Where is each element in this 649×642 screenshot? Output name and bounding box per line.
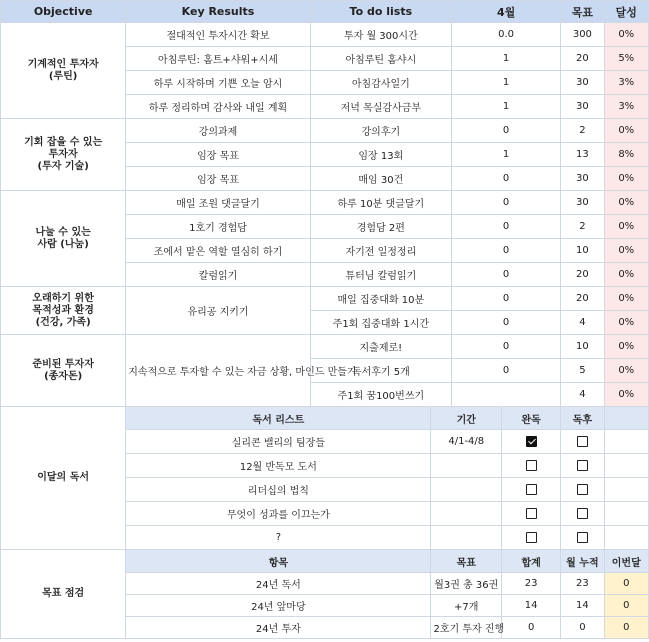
april-cell[interactable]: 0 [451, 359, 560, 383]
kr-cell[interactable]: 임장 목표 [126, 167, 310, 191]
review-goal[interactable]: 2호기 투자 진행 [431, 617, 502, 639]
todo-cell[interactable]: 임장 13회 [310, 143, 451, 167]
kr-cell[interactable]: 지속적으로 투자할 수 있는 자금 상황, 마인드 만들기 [126, 335, 310, 407]
achieve-cell[interactable]: 0% [604, 191, 648, 215]
goal-cell[interactable]: 13 [561, 143, 604, 167]
kr-cell[interactable]: 유리공 지키기 [126, 287, 310, 335]
review-checkbox[interactable] [561, 502, 604, 526]
review-checkbox[interactable] [561, 454, 604, 478]
review-col-cum[interactable]: 월 누적 [561, 550, 604, 573]
goal-cell[interactable]: 30 [561, 95, 604, 119]
table-row [1, 191, 649, 215]
april-cell[interactable]: 0 [451, 335, 560, 359]
april-cell[interactable]: 0 [451, 167, 560, 191]
checkbox-icon[interactable] [577, 484, 588, 495]
objective-cell[interactable]: 기계적인 투자자 (루틴) [1, 23, 126, 119]
objective-cell[interactable]: 준비된 투자자 (종자돈) [1, 335, 126, 407]
goal-cell[interactable]: 2 [561, 119, 604, 143]
book-period[interactable] [431, 526, 502, 550]
april-cell[interactable]: 0 [451, 191, 560, 215]
kr-cell[interactable]: 아침루틴: 홈트+샤워+시세 [126, 47, 310, 71]
review-cum[interactable]: 23 [561, 573, 604, 595]
done-checkbox[interactable] [502, 526, 561, 550]
kr-cell[interactable]: 1호기 경험담 [126, 215, 310, 239]
review-checkbox[interactable] [561, 478, 604, 502]
goal-cell[interactable]: 4 [561, 311, 604, 335]
book-period[interactable] [431, 454, 502, 478]
achieve-cell[interactable]: 5% [604, 47, 648, 71]
achieve-cell[interactable]: 0% [604, 215, 648, 239]
achieve-cell[interactable]: 0% [604, 359, 648, 383]
checkbox-icon[interactable] [526, 460, 537, 471]
checkbox-icon[interactable] [526, 484, 537, 495]
april-cell[interactable] [451, 383, 560, 407]
blank-cell [604, 454, 648, 478]
done-checkbox[interactable] [502, 430, 561, 454]
table-row [1, 119, 649, 143]
done-checkbox[interactable] [502, 454, 561, 478]
april-cell[interactable]: 1 [451, 143, 560, 167]
kr-cell[interactable]: 강의과제 [126, 119, 310, 143]
april-cell[interactable]: 0 [451, 311, 560, 335]
review-month[interactable]: 0 [604, 573, 648, 595]
col-goal[interactable]: 목표 [561, 1, 604, 23]
review-checkbox[interactable] [561, 526, 604, 550]
todo-cell[interactable]: 튜터님 칼럼읽기 [310, 263, 451, 287]
table-row [1, 23, 649, 47]
april-cell[interactable]: 0 [451, 239, 560, 263]
checkbox-icon[interactable] [526, 508, 537, 519]
reading-header-row [1, 407, 649, 430]
review-total[interactable]: 14 [502, 595, 561, 617]
checkbox-icon[interactable] [577, 508, 588, 519]
april-cell[interactable]: 0 [451, 263, 560, 287]
todo-cell[interactable]: 경험담 2편 [310, 215, 451, 239]
achieve-cell[interactable]: 0% [604, 167, 648, 191]
kr-cell[interactable]: 하루 정리하며 감사와 내일 계획 [126, 95, 310, 119]
kr-cell[interactable]: 매일 조원 댓글달기 [126, 191, 310, 215]
april-cell[interactable]: 0.0 [451, 23, 560, 47]
todo-cell[interactable]: 강의후기 [310, 119, 451, 143]
goal-cell[interactable]: 30 [561, 71, 604, 95]
reading-col-done[interactable]: 완독 [502, 407, 561, 430]
achieve-cell[interactable]: 0% [604, 335, 648, 359]
review-header-row [1, 550, 649, 573]
checkbox-icon[interactable] [526, 532, 537, 543]
review-col-month[interactable]: 이번달 [604, 550, 648, 573]
goal-cell[interactable]: 20 [561, 287, 604, 311]
checkbox-icon[interactable] [577, 532, 588, 543]
april-cell[interactable]: 0 [451, 119, 560, 143]
goal-cell[interactable]: 20 [561, 263, 604, 287]
goal-cell[interactable]: 20 [561, 47, 604, 71]
april-cell[interactable]: 0 [451, 215, 560, 239]
book-title[interactable]: ? [126, 526, 431, 550]
todo-cell[interactable]: 투자 월 300시간 [310, 23, 451, 47]
book-period[interactable] [431, 478, 502, 502]
achieve-cell[interactable]: 0% [604, 23, 648, 47]
april-cell[interactable]: 1 [451, 47, 560, 71]
col-achieve[interactable]: 달성 [604, 1, 648, 23]
todo-cell[interactable]: 주1회 꿈100번쓰기 [310, 383, 451, 407]
todo-cell[interactable]: 저녁 목실감사금부 [310, 95, 451, 119]
todo-cell[interactable]: 지출제로! [310, 335, 451, 359]
table-row [1, 287, 649, 311]
todo-cell[interactable]: 매일 집중대화 10분 [310, 287, 451, 311]
book-period[interactable] [431, 502, 502, 526]
goal-cell[interactable]: 10 [561, 239, 604, 263]
goal-cell[interactable]: 2 [561, 215, 604, 239]
kr-cell[interactable]: 하루 시작하며 기쁜 오늘 암시 [126, 71, 310, 95]
goal-cell[interactable]: 30 [561, 167, 604, 191]
review-checkbox[interactable] [561, 430, 604, 454]
book-title[interactable]: 무엇이 성과를 이끄는가 [126, 502, 431, 526]
kr-cell[interactable]: 칼럼읽기 [126, 263, 310, 287]
goal-cell[interactable]: 30 [561, 191, 604, 215]
objective-cell[interactable]: 나눌 수 있는 사람 (나눔) [1, 191, 126, 287]
review-item[interactable]: 24년 독서 [126, 573, 431, 595]
blank-cell [604, 502, 648, 526]
achieve-cell[interactable]: 3% [604, 71, 648, 95]
col-key-results[interactable]: Key Results [126, 1, 310, 23]
book-title[interactable]: 12월 반독모 도서 [126, 454, 431, 478]
kr-cell[interactable]: 임장 목표 [126, 143, 310, 167]
todo-cell[interactable]: 매임 30건 [310, 167, 451, 191]
kr-cell[interactable]: 절대적인 투자시간 확보 [126, 23, 310, 47]
todo-cell[interactable]: 주1회 집중대화 1시간 [310, 311, 451, 335]
todo-cell[interactable]: 아침루틴 홈샤시 [310, 47, 451, 71]
col-todo[interactable]: To do lists [310, 1, 451, 23]
achieve-cell[interactable]: 0% [604, 287, 648, 311]
checkbox-icon[interactable] [577, 436, 588, 447]
book-period[interactable]: 4/1-4/8 [431, 430, 502, 454]
blank-cell [604, 526, 648, 550]
kr-cell[interactable]: 조에서 맡은 역할 열심히 하기 [126, 239, 310, 263]
review-cum[interactable]: 14 [561, 595, 604, 617]
achieve-cell[interactable]: 0% [604, 263, 648, 287]
goal-cell[interactable]: 300 [561, 23, 604, 47]
review-total[interactable]: 23 [502, 573, 561, 595]
review-col-total[interactable]: 합계 [502, 550, 561, 573]
header-row [1, 1, 649, 23]
achieve-cell[interactable]: 0% [604, 119, 648, 143]
col-april[interactable]: 4월 [451, 1, 560, 23]
april-cell[interactable]: 1 [451, 71, 560, 95]
todo-cell[interactable]: 하루 10분 댓글달기 [310, 191, 451, 215]
goal-cell[interactable]: 5 [561, 359, 604, 383]
achieve-cell[interactable]: 0% [604, 311, 648, 335]
reading-col-list[interactable]: 독서 리스트 [126, 407, 431, 430]
todo-cell[interactable]: 자기전 일정정리 [310, 239, 451, 263]
achieve-cell[interactable]: 8% [604, 143, 648, 167]
april-cell[interactable]: 0 [451, 287, 560, 311]
todo-cell[interactable]: 아침감사일기 [310, 71, 451, 95]
reading-col-review[interactable]: 독후 [561, 407, 604, 430]
review-item[interactable]: 24년 투자 [126, 617, 431, 639]
review-item[interactable]: 24년 앞마당 [126, 595, 431, 617]
review-month[interactable]: 0 [604, 595, 648, 617]
checkbox-icon[interactable] [577, 460, 588, 471]
todo-cell[interactable]: 독서후기 5개 [310, 359, 451, 383]
review-col-goal[interactable]: 목표 [431, 550, 502, 573]
book-title[interactable]: 리더십의 법칙 [126, 478, 431, 502]
col-objective[interactable]: Objective [1, 1, 126, 23]
review-goal[interactable]: +7개 [431, 595, 502, 617]
reading-col-period[interactable]: 기간 [431, 407, 502, 430]
objective-cell[interactable]: 기회 잡을 수 있는 투자자 (투자 기술) [1, 119, 126, 191]
review-col-item[interactable]: 항목 [126, 550, 431, 573]
review-goal[interactable]: 월3권 총 36권 [431, 573, 502, 595]
review-total[interactable]: 0 [502, 617, 561, 639]
achieve-cell[interactable]: 0% [604, 383, 648, 407]
blank-cell [604, 478, 648, 502]
review-label[interactable]: 목표 점검 [1, 550, 126, 639]
april-cell[interactable]: 1 [451, 95, 560, 119]
achieve-cell[interactable]: 0% [604, 239, 648, 263]
objective-cell[interactable]: 오래하기 위한 목적성과 환경 (건강, 가족) [1, 287, 126, 335]
reading-col-blank [604, 407, 648, 430]
done-checkbox[interactable] [502, 478, 561, 502]
achieve-cell[interactable]: 3% [604, 95, 648, 119]
checkbox-checked-icon[interactable] [526, 436, 537, 447]
review-cum[interactable]: 0 [561, 617, 604, 639]
done-checkbox[interactable] [502, 502, 561, 526]
reading-label[interactable]: 이달의 독서 [1, 407, 126, 550]
goal-cell[interactable]: 10 [561, 335, 604, 359]
table-row [1, 335, 649, 359]
review-month[interactable]: 0 [604, 617, 648, 639]
goal-cell[interactable]: 4 [561, 383, 604, 407]
blank-cell [604, 430, 648, 454]
book-title[interactable]: 실리콘 밸리의 팀장들 [126, 430, 431, 454]
